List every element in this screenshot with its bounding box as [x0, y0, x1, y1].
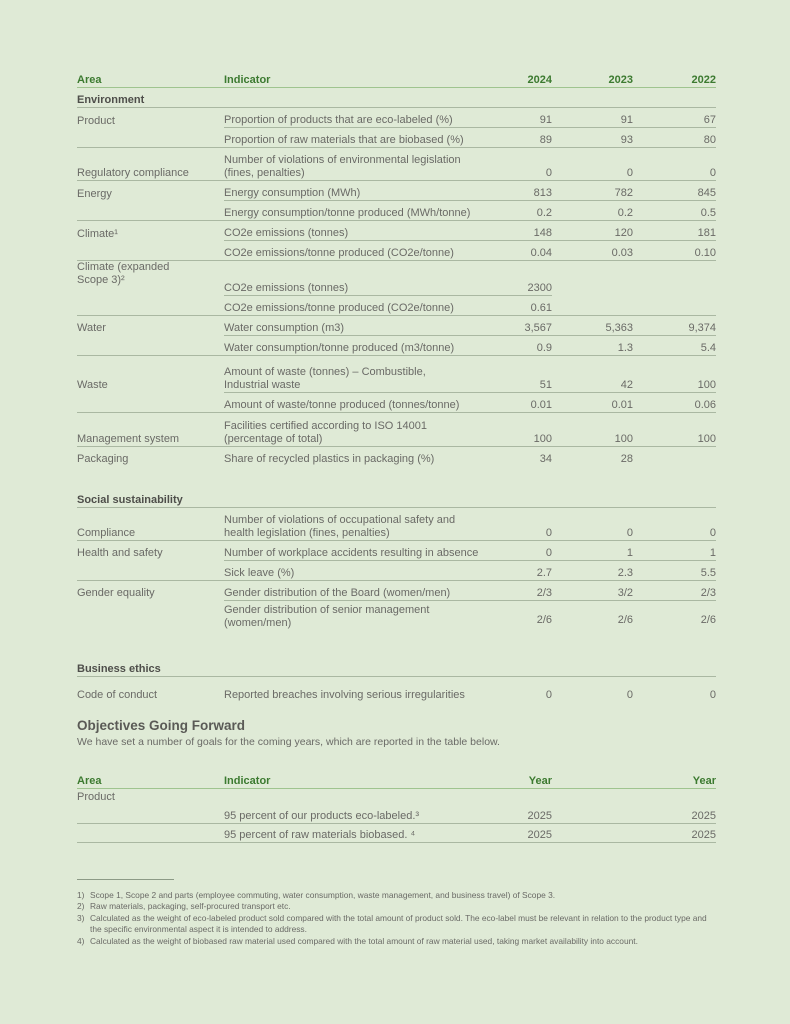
row-value-2024: 51 [504, 355, 552, 392]
row-value-2022: 1 [633, 540, 716, 560]
row-indicator: CO2e emissions (tonnes) [224, 221, 504, 241]
row-indicator [224, 412, 504, 446]
objectives-table-header [77, 771, 716, 789]
row-value-2024: 100 [504, 412, 552, 446]
table-row [77, 580, 716, 600]
header-2023: 2023 [552, 68, 633, 88]
row-value-2024: 0.04 [504, 241, 552, 261]
row-value-2024: 0.01 [504, 392, 552, 412]
row-indicator: Amount of waste/tonne produced (tonnes/tonne) [224, 392, 504, 412]
row-value-2022 [633, 261, 716, 296]
header-indicator: Indicator [224, 68, 504, 88]
row-value-2024: 2.7 [504, 560, 552, 580]
row-area-line2: Scope 3)² [77, 274, 125, 286]
row-indicator: CO2e emissions (tonnes) [224, 261, 504, 296]
section-title: Business ethics [77, 657, 716, 677]
row-value-2023: 0 [626, 688, 633, 701]
objectives-subtitle: We have set a number of goals for the coming years, which are reported in the table below. [77, 736, 500, 748]
row-value-2023: 0.01 [552, 392, 633, 412]
row-value-2022: 181 [633, 221, 716, 241]
row-value-2023: 782 [552, 181, 633, 201]
section-title: Environment [77, 88, 716, 108]
row-indicator [224, 148, 504, 181]
objectives-title: Objectives Going Forward [77, 718, 246, 733]
row-value-2022: 0.06 [633, 392, 716, 412]
table-row [77, 261, 716, 296]
row-value-2024: 0 [504, 507, 552, 540]
row-indicator: Share of recycled plastics in packaging (%) [224, 452, 435, 465]
row-area: Regulatory compliance [77, 148, 224, 181]
table-row [77, 804, 716, 824]
row-indicator-line2: Industrial waste [224, 378, 301, 391]
row-indicator: 95 percent of our products eco-labeled.³ [224, 804, 504, 824]
footnote-text: Scope 1, Scope 2 and parts (employee commuting, water consumption, waste management, and business travel) of Scope 3. [90, 890, 556, 900]
row-value-2024: 148 [504, 221, 552, 241]
row-value-2024: 0.9 [504, 335, 552, 355]
row-value-2022: 0 [709, 688, 716, 701]
row-area: Code of conduct [77, 688, 158, 701]
row-area [77, 295, 224, 315]
row-indicator-line2: (percentage of total) [224, 432, 323, 445]
footnotes [77, 890, 717, 947]
footnote-text: Calculated as the weight of eco-labeled product sold compared with the total amount of product sold. The eco-label must be relevant in relation to the product type and the specific environmental aspect it is intended to address. [90, 912, 707, 935]
row-indicator-line1: Number of violations of environmental legislation [224, 154, 461, 166]
row-value-2022: 100 [633, 355, 716, 392]
row-value-2023: 2.3 [552, 560, 633, 580]
row-value-2023: 91 [552, 108, 633, 128]
row-area: Water [77, 322, 106, 334]
section-social [77, 488, 716, 508]
row-value-2024: 0 [504, 148, 552, 181]
row-value-2024: 89 [504, 128, 552, 148]
row-value-2023: 5,363 [552, 315, 633, 335]
row-value-2023: 2/6 [617, 613, 633, 626]
row-area [77, 335, 224, 355]
table-row [77, 201, 716, 221]
row-indicator-line2: (women/men) [224, 616, 292, 629]
row-indicator-line1: Gender distribution of senior management [224, 603, 430, 616]
row-value-2023: 0.03 [552, 241, 633, 261]
row-value-2024: 3,567 [504, 315, 552, 335]
row-area [77, 392, 224, 412]
row-value-2024: 0.2 [504, 201, 552, 221]
row-indicator: Water consumption/tonne produced (m3/tonne) [224, 335, 504, 355]
row-value-2022: 100 [633, 412, 716, 446]
footnote [77, 936, 717, 947]
row-area: Management system [77, 412, 224, 446]
row-indicator [224, 507, 504, 540]
row-year: 2025 [552, 804, 716, 824]
section-title: Social sustainability [77, 488, 716, 508]
table-row [77, 108, 716, 128]
row-area [77, 201, 224, 221]
row-area [77, 560, 224, 580]
row-value-2022: 2/6 [700, 613, 716, 626]
table-row [77, 412, 716, 446]
objectives-table [77, 771, 716, 843]
row-indicator: Number of workplace accidents resulting in absence [224, 540, 504, 560]
sustainability-table-container [77, 68, 716, 702]
row-value-2022 [633, 295, 716, 315]
row-indicator-line1: Facilities certified according to ISO 14001 [224, 419, 427, 432]
row-area [77, 600, 224, 640]
section-ethics [77, 657, 716, 677]
row-area [77, 128, 224, 148]
table-row [77, 507, 716, 540]
table-row [77, 824, 716, 843]
row-year: 2025 [552, 824, 716, 843]
row-indicator: CO2e emissions/tonne produced (CO2e/tonne) [224, 295, 504, 315]
row-indicator: Water consumption (m3) [224, 315, 504, 335]
row-value-2023: 42 [552, 355, 633, 392]
row-value-2024: 0.61 [504, 295, 552, 315]
row-area: Climate¹ [77, 227, 118, 240]
table-row [77, 221, 716, 241]
row-value-2023: 1 [552, 540, 633, 560]
row-value-2022: 0.5 [633, 201, 716, 221]
row-indicator: Proportion of products that are eco-labeled (%) [224, 108, 504, 128]
header-year: Year [552, 771, 716, 789]
row-value-2022: 9,374 [633, 315, 716, 335]
row-value-2023: 3/2 [552, 580, 633, 600]
row-value-2022: 2/3 [633, 580, 716, 600]
row-indicator-line2: (fines, penalties) [224, 167, 305, 179]
table-row [77, 181, 716, 201]
table-row [77, 128, 716, 148]
row-year: 2025 [504, 824, 552, 843]
footnote-number: 2) [77, 901, 85, 912]
row-value-2024: 0 [545, 688, 552, 701]
row-value-2023 [552, 261, 633, 296]
footnote-text: Calculated as the weight of biobased raw material used compared with the total amount of raw material used, taking market availability into account. [90, 935, 638, 946]
table-row [77, 560, 716, 580]
footnote-number: 1) [77, 890, 85, 900]
row-value-2023: 93 [552, 128, 633, 148]
row-area: Product [77, 114, 115, 127]
table-header [77, 68, 716, 88]
row-indicator: CO2e emissions/tonne produced (CO2e/tonne) [224, 241, 504, 261]
row-value-2023 [552, 295, 633, 315]
table-row [77, 355, 716, 392]
row-indicator [224, 355, 504, 392]
header-year: Year [504, 771, 552, 789]
row-indicator-line1: Amount of waste (tonnes) – Combustible, [224, 365, 426, 378]
table-row [77, 677, 716, 702]
table-row [77, 446, 716, 466]
row-area: Product [77, 790, 115, 803]
footnote-divider [77, 879, 174, 880]
row-area-line1: Climate (expanded [77, 261, 170, 273]
row-indicator [224, 600, 504, 640]
row-value-2022: 5.4 [633, 335, 716, 355]
row-area: Waste [77, 379, 108, 391]
footnote [77, 913, 717, 936]
row-value-2022: 845 [633, 181, 716, 201]
row-area: Health and safety [77, 547, 163, 559]
row-indicator-line1: Number of violations of occupational safety and [224, 513, 456, 526]
row-value-2024: 813 [504, 181, 552, 201]
objectives-table-container [77, 771, 716, 843]
row-value-2023: 120 [552, 221, 633, 241]
row-indicator: Energy consumption/tonne produced (MWh/tonne) [224, 201, 504, 221]
row-indicator: Gender distribution of the Board (women/men) [224, 580, 504, 600]
row-year: 2025 [504, 804, 552, 824]
table-row [77, 241, 716, 261]
table-row [77, 315, 716, 335]
table-row [77, 540, 716, 560]
header-area: Area [77, 771, 224, 789]
row-value-2024: 34 [539, 452, 552, 465]
row-area [77, 241, 224, 261]
row-value-2022 [633, 446, 716, 466]
footnote-number: 4) [77, 935, 85, 946]
row-area: Gender equality [77, 587, 155, 599]
footnote [77, 890, 717, 901]
row-indicator: Reported breaches involving serious irregularities [224, 688, 465, 701]
row-area: Packaging [77, 452, 129, 465]
footnote [77, 901, 717, 912]
row-value-2022: 5.5 [633, 560, 716, 580]
header-area: Area [77, 68, 224, 88]
row-value-2024: 91 [504, 108, 552, 128]
row-value-2022: 80 [633, 128, 716, 148]
row-area: Compliance [77, 507, 224, 540]
row-value-2022: 0.10 [633, 241, 716, 261]
table-row [77, 335, 716, 355]
row-area: Energy [77, 187, 112, 200]
row-value-2022: 0 [633, 507, 716, 540]
row-area [77, 261, 224, 296]
row-value-2023: 0.2 [552, 201, 633, 221]
footnote-number: 3) [77, 912, 85, 923]
row-value-2024: 2/3 [504, 580, 552, 600]
row-value-2023: 1.3 [552, 335, 633, 355]
header-2022: 2022 [633, 68, 716, 88]
table-row [77, 600, 716, 640]
section-environment [77, 88, 716, 108]
table-row [77, 392, 716, 412]
row-value-2022: 0 [633, 148, 716, 181]
row-value-2024: 2/6 [536, 613, 552, 626]
row-indicator: Proportion of raw materials that are biobased (%) [224, 128, 504, 148]
row-indicator-line2: health legislation (fines, penalties) [224, 526, 390, 539]
row-value-2023: 28 [620, 452, 633, 465]
sustainability-table [77, 68, 716, 702]
row-value-2022: 67 [633, 108, 716, 128]
row-indicator: Sick leave (%) [224, 560, 504, 580]
header-indicator: Indicator [224, 771, 504, 789]
row-value-2024: 0 [504, 540, 552, 560]
row-value-2023: 0 [552, 148, 633, 181]
header-2024: 2024 [504, 68, 552, 88]
row-value-2023: 100 [552, 412, 633, 446]
table-row [77, 295, 716, 315]
footnote-text: Raw materials, packaging, self-procured transport etc. [90, 901, 291, 912]
row-value-2024: 2300 [504, 261, 552, 296]
table-row [77, 789, 716, 804]
table-row [77, 148, 716, 181]
row-value-2023: 0 [552, 507, 633, 540]
row-indicator: 95 percent of raw materials biobased. ⁴ [224, 824, 504, 843]
row-indicator: Energy consumption (MWh) [224, 181, 504, 201]
